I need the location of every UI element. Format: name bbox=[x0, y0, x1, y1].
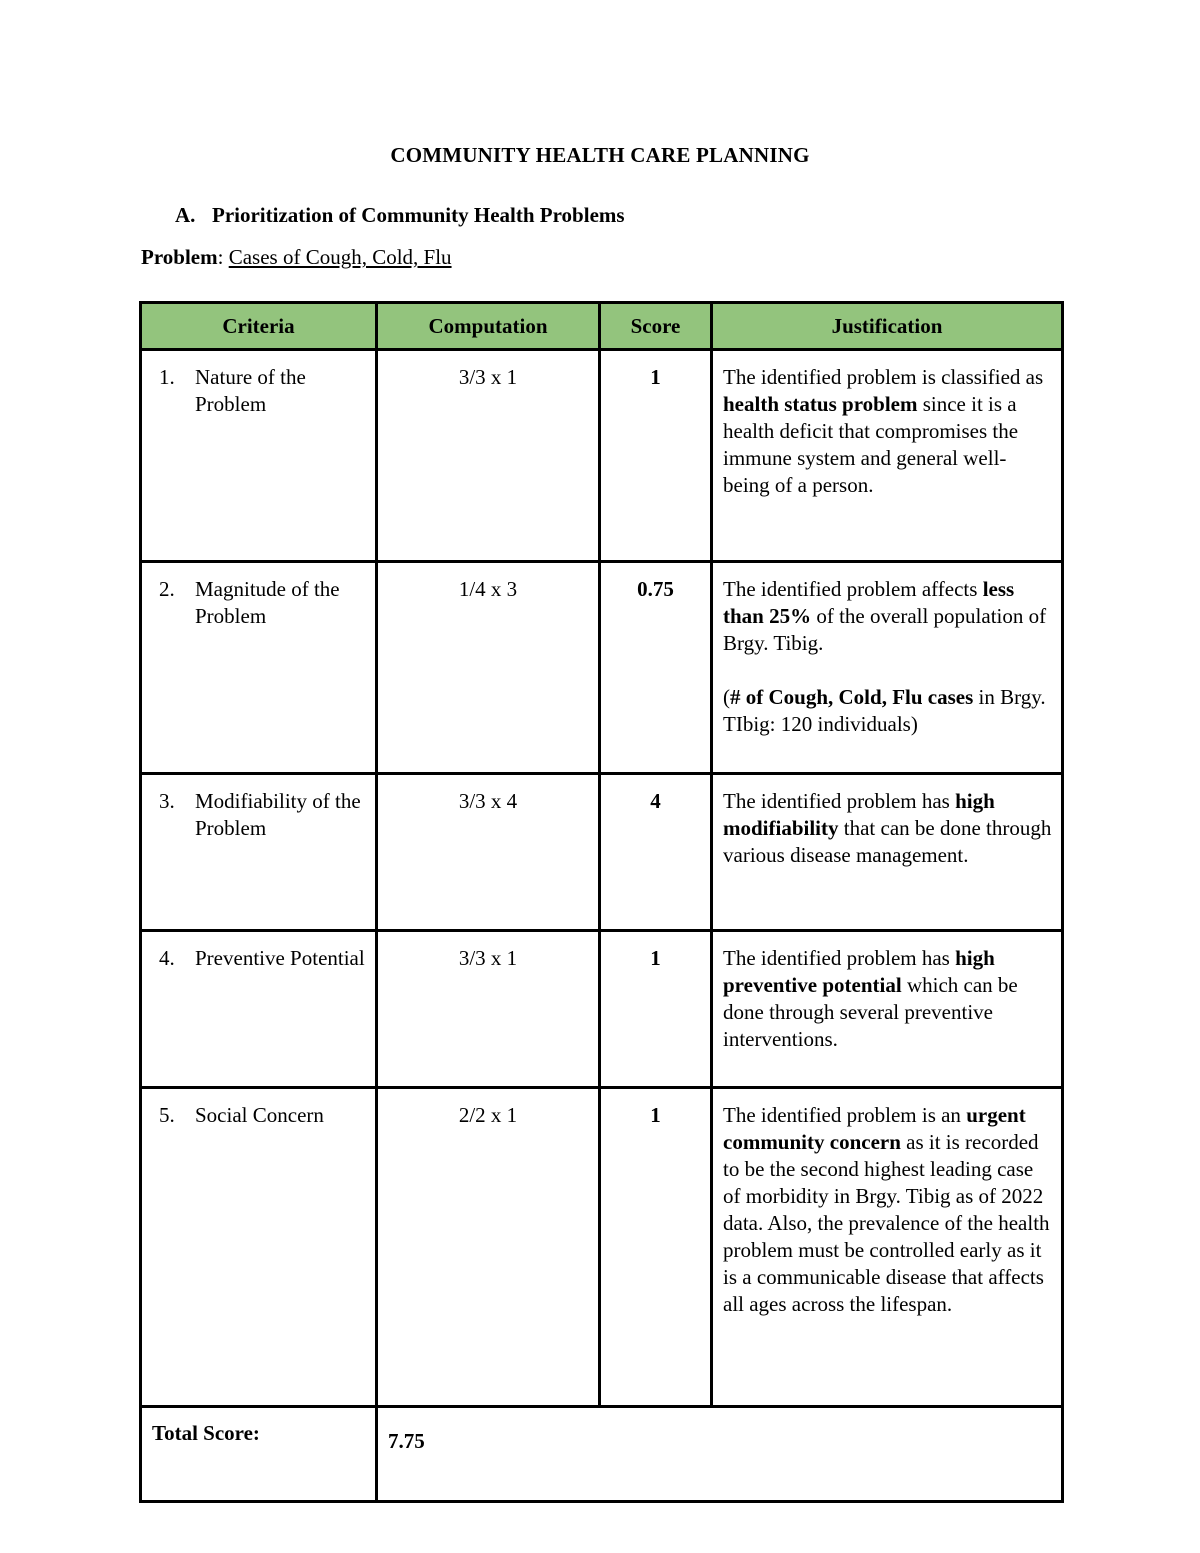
score-cell: 4 bbox=[600, 774, 712, 931]
justification-text: The identified problem is an bbox=[723, 1103, 967, 1127]
criteria-number: 5. bbox=[159, 1103, 175, 1127]
justification-bold: high preventive potential bbox=[723, 946, 995, 997]
header-criteria: Criteria bbox=[141, 303, 377, 350]
header-score: Score bbox=[600, 303, 712, 350]
problem-line bbox=[141, 245, 452, 270]
prioritization-table bbox=[139, 301, 1064, 1503]
criteria-cell bbox=[141, 774, 377, 931]
justification-text: which can be done through several preventive interventions. bbox=[723, 973, 1018, 1051]
justification-text: The identified problem affects bbox=[723, 577, 983, 601]
criteria-number: 2. bbox=[159, 577, 175, 601]
table-row bbox=[141, 1088, 1063, 1407]
problem-value: Cases of Cough, Cold, Flu bbox=[228, 245, 452, 269]
justification-bold: less than 25% bbox=[723, 577, 1015, 628]
table-row bbox=[141, 931, 1063, 1088]
justification-cell bbox=[712, 562, 1063, 774]
computation-cell: 3/3 x 4 bbox=[377, 774, 600, 931]
justification-cell bbox=[712, 350, 1063, 562]
score-cell: 0.75 bbox=[600, 562, 712, 774]
justification-text: The identified problem is classified as bbox=[723, 365, 1044, 389]
criteria-text: Preventive Potential bbox=[195, 946, 365, 970]
computation-cell: 3/3 x 1 bbox=[377, 931, 600, 1088]
justification-text: The identified problem has bbox=[723, 789, 956, 813]
criteria-cell bbox=[141, 1088, 377, 1407]
header-computation: Computation bbox=[377, 303, 600, 350]
section-heading-text: Prioritization of Community Health Problems bbox=[212, 203, 625, 227]
criteria-cell bbox=[141, 931, 377, 1088]
computation-cell: 2/2 x 1 bbox=[377, 1088, 600, 1407]
justification-cell bbox=[712, 1088, 1063, 1407]
justification-bold: urgent community concern bbox=[723, 1103, 1026, 1154]
justification-text: since it is a health deficit that compromises the immune system and general well-being of a person. bbox=[723, 392, 1019, 497]
justification-text: as it is recorded to be the second highest leading case of morbidity in Brgy. Tibig as of 2022 data. Also, the prevalence of the health problem must be controlled early as it is a communicable disease that affects all ages across the lifespan. bbox=[723, 1130, 1050, 1316]
header-justification: Justification bbox=[712, 303, 1063, 350]
computation-cell: 1/4 x 3 bbox=[377, 562, 600, 774]
justification-text: that can be done through various disease management. bbox=[723, 816, 1052, 867]
section-letter: A. bbox=[175, 203, 196, 227]
computation-cell: 3/3 x 1 bbox=[377, 350, 600, 562]
table-row bbox=[141, 774, 1063, 931]
score-cell: 1 bbox=[600, 931, 712, 1088]
criteria-cell bbox=[141, 562, 377, 774]
justification-cell bbox=[712, 931, 1063, 1088]
table-row bbox=[141, 562, 1063, 774]
score-cell: 1 bbox=[600, 1088, 712, 1407]
criteria-text: Social Concern bbox=[195, 1103, 324, 1127]
criteria-number: 4. bbox=[159, 946, 175, 970]
criteria-text: Modifiability of the Problem bbox=[195, 789, 361, 840]
justification-bold: # of Cough, Cold, Flu cases bbox=[730, 685, 974, 709]
justification-text: The identified problem has bbox=[723, 946, 956, 970]
problem-label: Problem bbox=[141, 245, 218, 269]
total-row bbox=[141, 1407, 1063, 1502]
table-row bbox=[141, 350, 1063, 562]
criteria-number: 3. bbox=[159, 789, 175, 813]
criteria-cell bbox=[141, 350, 377, 562]
justification-paragraph bbox=[723, 684, 1053, 738]
table-header-row bbox=[141, 303, 1063, 350]
total-score-label: Total Score: bbox=[141, 1407, 377, 1502]
section-heading bbox=[175, 203, 625, 228]
total-score-value: 7.75 bbox=[377, 1407, 1063, 1502]
justification-bold: high modifiability bbox=[723, 789, 995, 840]
criteria-number: 1. bbox=[159, 365, 175, 389]
justification-text: of the overall population of Brgy. Tibig. bbox=[723, 604, 1047, 655]
criteria-text: Magnitude of the Problem bbox=[195, 577, 340, 628]
document-title: COMMUNITY HEALTH CARE PLANNING bbox=[390, 143, 810, 167]
criteria-text: Nature of the Problem bbox=[195, 365, 306, 416]
justification-bold: health status problem bbox=[723, 392, 918, 416]
justification-text: in Brgy. TIbig: 120 individuals) bbox=[723, 685, 1046, 736]
problem-colon: : bbox=[217, 245, 224, 269]
justification-cell bbox=[712, 774, 1063, 931]
justification-paragraph bbox=[723, 576, 1053, 657]
justification-text: ( bbox=[723, 685, 730, 709]
score-cell: 1 bbox=[600, 350, 712, 562]
